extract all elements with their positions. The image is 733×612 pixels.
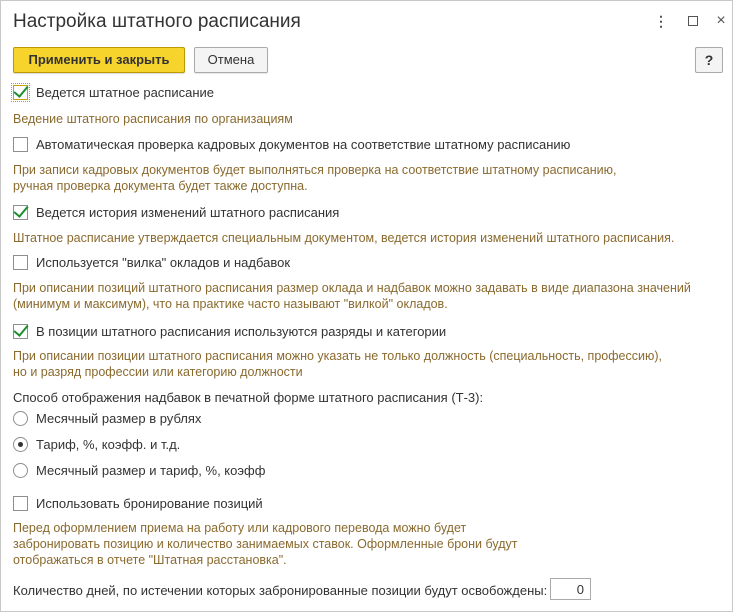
booking-hint-line-1: Перед оформлением приема на работу или кадрового перевода можно будет <box>13 521 467 535</box>
display-option-both[interactable] <box>13 461 265 479</box>
fork-hint-line-1: При описании позиций штатного расписания размер оклада и надбавок можно задавать в виде диапазона значений <box>13 281 691 295</box>
booking-option[interactable] <box>13 494 263 512</box>
grades-checkbox[interactable] <box>13 324 28 339</box>
staffing-enabled-label: Ведется штатное расписание <box>36 84 215 100</box>
history-label: Ведется история изменений штатного расписания <box>36 204 340 220</box>
display-option-both-label: Месячный размер и тариф, %, коэфф <box>36 462 266 478</box>
apply-and-close-button[interactable]: Применить и закрыть <box>13 47 185 73</box>
auto-check-hint-line-2: ручная проверка документа будет также доступна. <box>13 179 308 193</box>
cancel-button[interactable]: Отмена <box>194 47 268 73</box>
grades-option[interactable] <box>13 322 446 340</box>
help-button[interactable]: ? <box>695 47 723 73</box>
grades-hint-line-2: но и разряд профессии или категорию должности <box>13 365 303 379</box>
display-option-tariff-label: Тариф, %, коэфф. и т.д. <box>36 436 181 452</box>
window-title: Настройка штатного расписания <box>13 11 301 32</box>
grades-hint-line-1: При описании позиции штатного расписания можно указать не только должность (специальность, профессию), <box>13 349 662 363</box>
release-days-input[interactable] <box>550 578 591 600</box>
auto-check-option[interactable] <box>13 135 570 153</box>
release-days-label: Количество дней, по истечении которых забронированные позиции будут освобождены: <box>13 583 548 598</box>
auto-check-hint-line-1: При записи кадровых документов будет выполняться проверка на соответствие штатному расписанию, <box>13 163 617 177</box>
history-checkbox[interactable] <box>13 205 28 220</box>
fork-checkbox[interactable] <box>13 255 28 270</box>
auto-check-label: Автоматическая проверка кадровых документов на соответствие штатному расписанию <box>36 136 571 152</box>
fork-label: Используется "вилка" окладов и надбавок <box>36 254 291 270</box>
display-option-monthly-radio[interactable] <box>13 411 28 426</box>
display-option-monthly[interactable] <box>13 409 201 427</box>
booking-hint-line-3: отображаться в отчете "Штатная расстановка". <box>13 553 287 567</box>
booking-label: Использовать бронирование позиций <box>36 495 263 511</box>
maximize-icon[interactable] <box>685 13 701 29</box>
auto-check-checkbox[interactable] <box>13 137 28 152</box>
staffing-enabled-option[interactable] <box>13 83 214 101</box>
display-mode-label: Способ отображения надбавок в печатной форме штатного расписания (Т-3): <box>13 390 484 405</box>
staffing-enabled-checkbox[interactable] <box>13 85 28 100</box>
fork-hint-line-2: (минимум и максимум), что на практике часто называют "вилкой" окладов. <box>13 297 448 311</box>
close-icon[interactable]: × <box>716 12 726 29</box>
display-option-monthly-label: Месячный размер в рублях <box>36 410 202 426</box>
history-option[interactable] <box>13 203 339 221</box>
booking-hint-line-2: забронировать позицию и количество занимаемых ставок. Оформленные брони будут <box>13 537 518 551</box>
more-menu-icon[interactable]: ⋮ <box>654 13 668 29</box>
fork-option[interactable] <box>13 253 290 271</box>
booking-checkbox[interactable] <box>13 496 28 511</box>
display-option-both-radio[interactable] <box>13 463 28 478</box>
display-option-tariff-radio[interactable] <box>13 437 28 452</box>
display-option-tariff[interactable] <box>13 435 180 453</box>
history-hint: Штатное расписание утверждается специальным документом, ведется история изменений штатного расписания. <box>13 231 675 245</box>
staffing-hint: Ведение штатного расписания по организациям <box>13 112 293 126</box>
grades-label: В позиции штатного расписания используются разряды и категории <box>36 323 447 339</box>
